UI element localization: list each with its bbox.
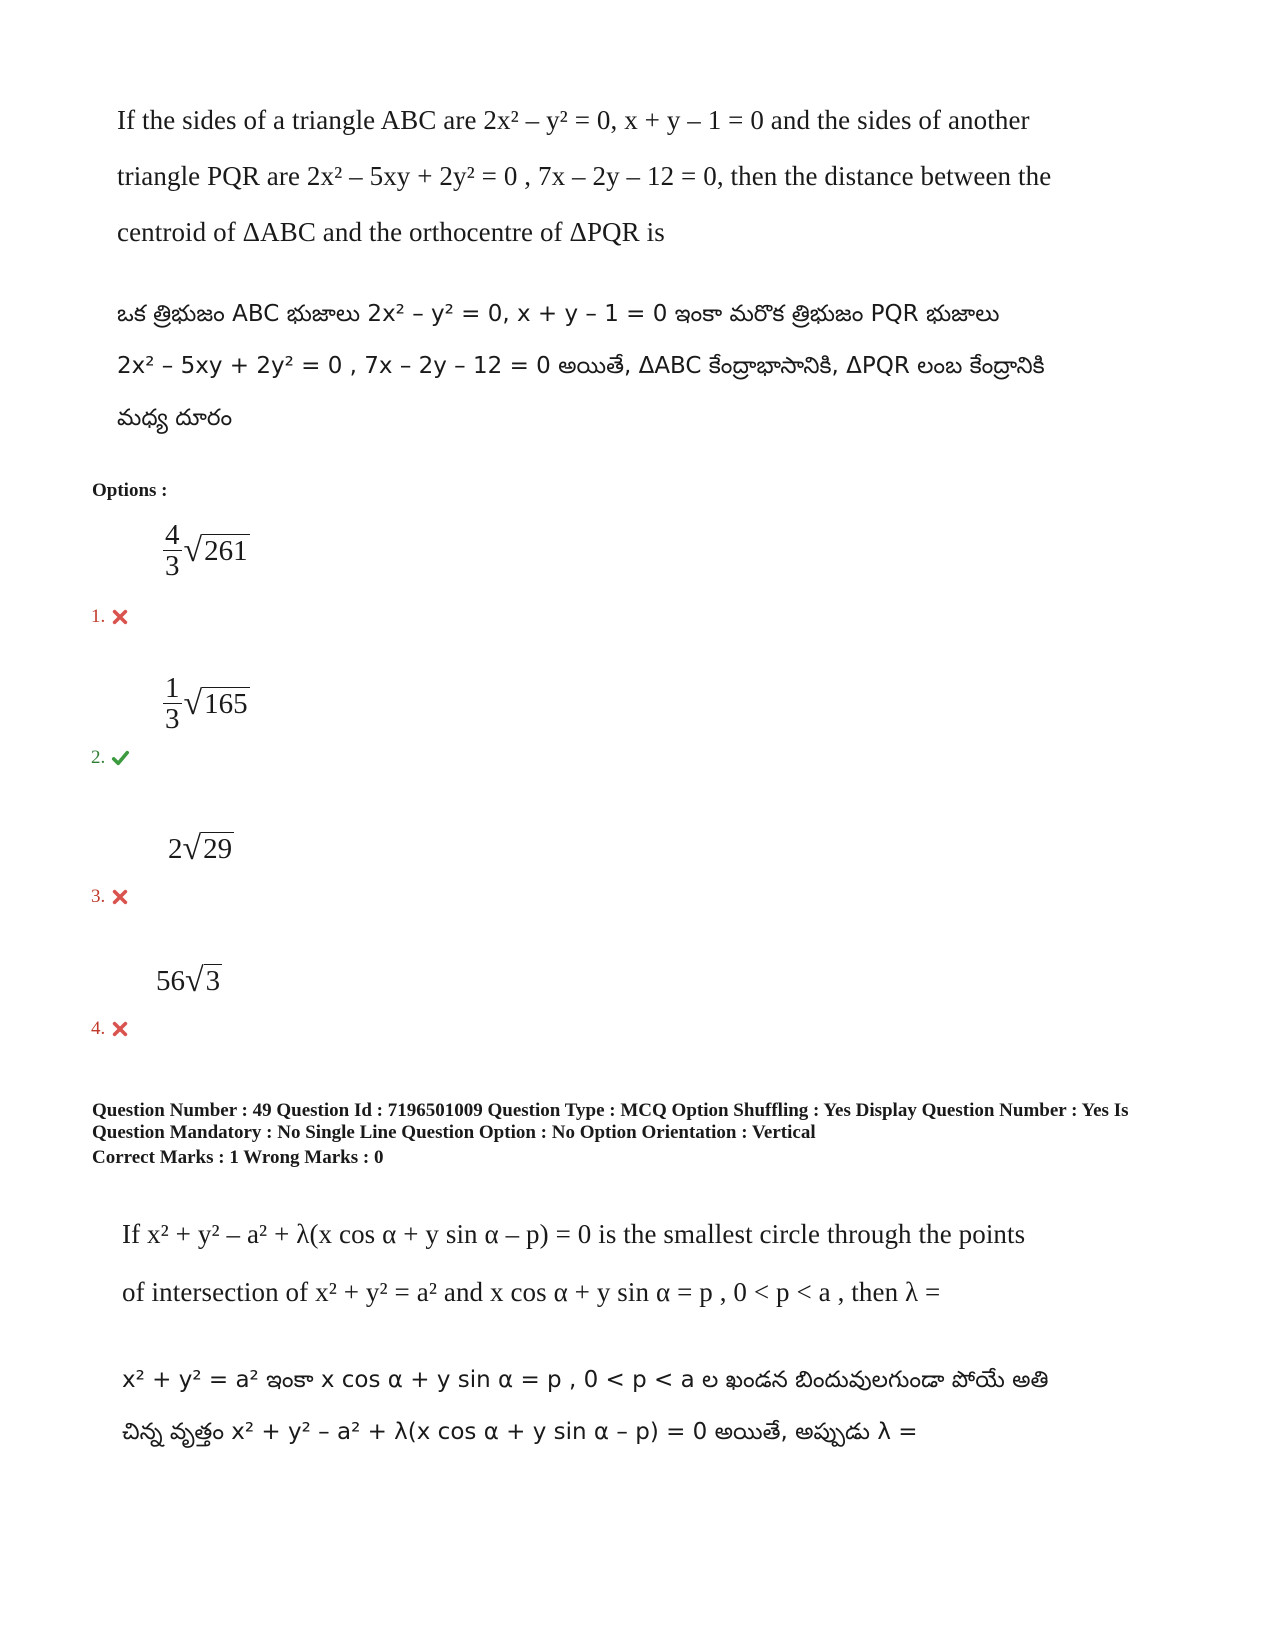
option-1-denominator: 3 (165, 550, 180, 582)
option-3-expression (168, 832, 234, 866)
option-1-sqrt: √ 261 (183, 531, 248, 569)
q48-te-line-3: మధ్య దూరం (117, 405, 233, 431)
option-3-sqrt: √ 29 (182, 830, 233, 867)
check-icon (111, 749, 129, 767)
option-2-fraction (163, 673, 182, 734)
option-3-label[interactable] (91, 886, 129, 908)
option-4-radicand: 3 (205, 965, 221, 997)
option-2-label[interactable] (91, 747, 129, 769)
option-1-fraction (163, 520, 182, 581)
question-48-text-te (117, 288, 1117, 444)
option-2-denominator: 3 (165, 703, 180, 735)
q49-te-line-2: చిన్న వృత్తం x² + y² – a² + λ(x cos α + y sin α – p) = 0 అయితే, అప్పుడు λ = (122, 1419, 918, 1445)
options-label: Options : (92, 480, 168, 501)
q48-en-line-3: centroid of ΔABC and the orthocentre of ΔPQR is (117, 217, 665, 247)
q49-meta-line-1: Question Number : 49 Question Id : 7196501009 Question Type : MCQ Option Shuffling : Yes Display Question Number : Yes Is (92, 1100, 1129, 1121)
q49-meta-line-2: Question Mandatory : No Single Line Question Option : No Option Orientation : Vertical (92, 1122, 816, 1143)
q48-en-line-1: If the sides of a triangle ABC are 2x² – y² = 0, x + y – 1 = 0 and the sides of another (117, 105, 1030, 135)
option-1-label[interactable] (91, 606, 129, 628)
option-3-coefficient: 2 (168, 832, 183, 865)
q49-meta-line-3: Correct Marks : 1 Wrong Marks : 0 (92, 1147, 384, 1168)
option-4-expression (156, 964, 222, 998)
q48-te-line-1: ఒక త్రిభుజం ABC భుజాలు 2x² – y² = 0, x + y – 1 = 0 ఇంకా మరొక త్రిభుజం PQR భుజాలు (117, 301, 1000, 327)
cross-icon (111, 888, 129, 906)
question-49-text-en (122, 1205, 1122, 1321)
cross-icon (111, 608, 129, 626)
question-48-text-en (117, 92, 1117, 260)
option-1-number: 1. (91, 606, 106, 627)
option-4-sqrt: √ 3 (185, 962, 221, 999)
option-4-label[interactable] (91, 1018, 129, 1040)
option-4-number: 4. (91, 1018, 106, 1039)
option-2-number: 2. (91, 747, 106, 768)
option-2-sqrt: √ 165 (183, 684, 248, 722)
q49-en-line-1: If x² + y² – a² + λ(x cos α + y sin α – p) = 0 is the smallest circle through the points (122, 1219, 1026, 1249)
option-4-coefficient: 56 (156, 964, 185, 997)
option-3-number: 3. (91, 886, 106, 907)
option-2-expression (163, 673, 250, 734)
option-2-radicand: 165 (204, 687, 248, 720)
cross-icon (111, 1020, 129, 1038)
q48-en-line-2: triangle PQR are 2x² – 5xy + 2y² = 0 , 7x – 2y – 12 = 0, then the distance between the (117, 161, 1052, 191)
q48-te-line-2: 2x² – 5xy + 2y² = 0 , 7x – 2y – 12 = 0 అయితే, ΔABC కేంద్రాభాసానికి, ΔPQR లంబ కేంద్రానికి (117, 353, 1045, 379)
option-1-radicand: 261 (204, 534, 248, 567)
option-2-numerator: 1 (165, 672, 180, 704)
q49-te-line-1: x² + y² = a² ఇంకా x cos α + y sin α = p , 0 < p < a ల ఖండన బిందువులగుండా పోయే అతి (122, 1367, 1049, 1393)
option-1-expression (163, 520, 250, 581)
question-49-text-te (122, 1354, 1122, 1458)
option-3-radicand: 29 (203, 833, 233, 865)
question-49-meta (92, 1100, 1182, 1169)
option-1-numerator: 4 (165, 519, 180, 551)
q49-en-line-2: of intersection of x² + y² = a² and x cos α + y sin α = p , 0 < p < a , then λ = (122, 1277, 941, 1307)
